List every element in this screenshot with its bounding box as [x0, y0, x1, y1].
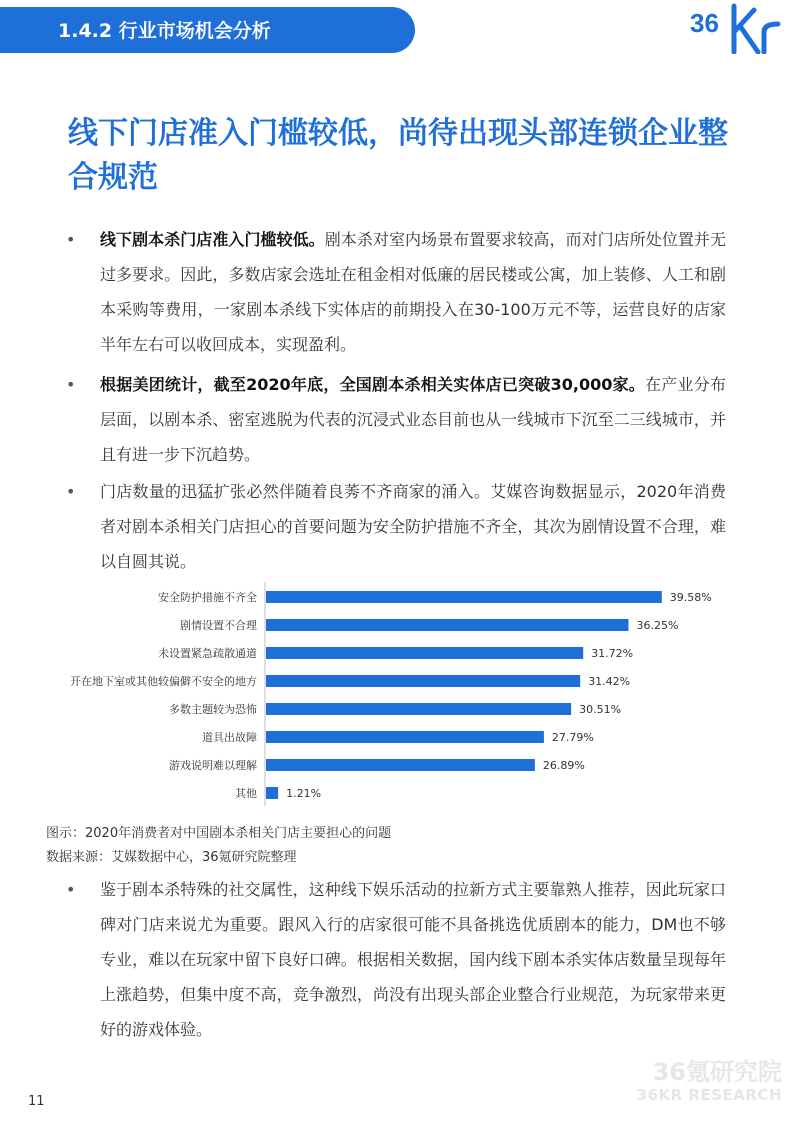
value-label: 39.58% [669, 591, 712, 604]
header-bar [0, 0, 793, 55]
bullet-item [66, 474, 726, 579]
category-label: 安全防护措施不齐全 [158, 591, 257, 604]
36kr-logo [688, 2, 788, 54]
bullet-body: 鉴于剧本杀特殊的社交属性，这种线下娱乐活动的拉新方式主要靠熟人推荐，因此玩家口碑对门店来说尤为重要。跟风入行的店家很可能不具备挑选优质剧本的能力，DM也不够专业，难以在玩家中留下良好口碑。根据相关数据，国内线下剧本杀实体店数量呈现每年上涨趋势，但集中度不高，竞争激烈，尚没有出现头部企业整合行业规范，为玩家带来更好的游戏体验。 [100, 880, 726, 1039]
value-label: 36.25% [636, 619, 679, 632]
value-label: 30.51% [579, 703, 622, 716]
category-label: 剧情设置不合理 [180, 619, 257, 632]
section-title: 1.4.2 行业市场机会分析 [58, 20, 271, 42]
watermark [632, 1058, 782, 1104]
bar [266, 591, 662, 603]
bar [266, 647, 583, 659]
bullet-text [100, 367, 726, 472]
bullet-body: 门店数量的迅猛扩张必然伴随着良莠不齐商家的涌入。艾媒咨询数据显示，2020年消费者对剧本杀相关门店担心的首要问题为安全防护措施不齐全，其次为剧情设置不合理，难以自圆其说。 [100, 482, 726, 571]
category-label: 其他 [235, 787, 257, 800]
bullet-body: 剧本杀对室内场景布置要求较高，而对门店所处位置并无过多要求。因此，多数店家会选址在租金相对低廉的居民楼或公寓，加上装修、人工和剧本采购等费用，一家剧本杀线下实体店的前期投入在30-100万元不等，运营良好的店家半年左右可以收回成本，实现盈利。 [100, 230, 726, 354]
bullet-bold-lead: 线下剧本杀门店准入门槛较低。 [100, 230, 325, 249]
bullet-marker: • [66, 230, 76, 249]
bar [266, 759, 535, 771]
bullet-marker: • [66, 880, 76, 899]
svg-text:36: 36 [690, 8, 719, 38]
bullet-body: 在产业分布层面，以剧本杀、密室逃脱为代表的沉浸式业态目前也从一线城市下沉至二三线城市，并且有进一步下沉趋势。 [100, 375, 726, 464]
category-label: 多数主题较为恐怖 [169, 703, 257, 716]
bullet-bold-lead: 根据美团统计，截至2020年底，全国剧本杀相关实体店已突破30,000家。 [100, 375, 646, 394]
category-label: 游戏说明难以理解 [169, 759, 257, 772]
page-number: 11 [28, 1094, 45, 1109]
figure-caption: 图示：2020年消费者对中国剧本杀相关门店主要担心的问题 [46, 826, 392, 841]
watermark-title: 36氪研究院 [652, 1058, 782, 1086]
bullet-text [100, 222, 726, 362]
bullet-item [66, 222, 726, 362]
bar [266, 731, 544, 743]
bullet-text [100, 872, 726, 1047]
value-label: 27.79% [551, 731, 594, 744]
value-label: 31.72% [591, 647, 634, 660]
category-label: 道具出故障 [202, 731, 257, 744]
bar [266, 787, 278, 799]
bullet-text [100, 474, 726, 579]
category-label: 未设置紧急疏散通道 [158, 647, 257, 660]
bar [266, 675, 580, 687]
concerns-bar-chart [0, 578, 793, 810]
value-label: 1.21% [286, 787, 322, 800]
category-label: 开在地下室或其他较偏僻不安全的地方 [70, 675, 257, 688]
bullet-marker: • [66, 482, 76, 501]
bullet-item [66, 367, 726, 472]
bullet-marker: • [66, 375, 76, 394]
bullet-item [66, 872, 726, 1047]
source-caption: 数据来源：艾媒数据中心，36氪研究院整理 [46, 850, 297, 865]
watermark-subtitle: 36KR RESEARCH [636, 1086, 782, 1104]
value-label: 31.42% [588, 675, 631, 688]
bar [266, 619, 629, 631]
page-headline: 线下门店准入门槛较低，尚待出现头部连锁企业整合规范 [68, 116, 728, 195]
bar [266, 703, 571, 715]
value-label: 26.89% [542, 759, 585, 772]
